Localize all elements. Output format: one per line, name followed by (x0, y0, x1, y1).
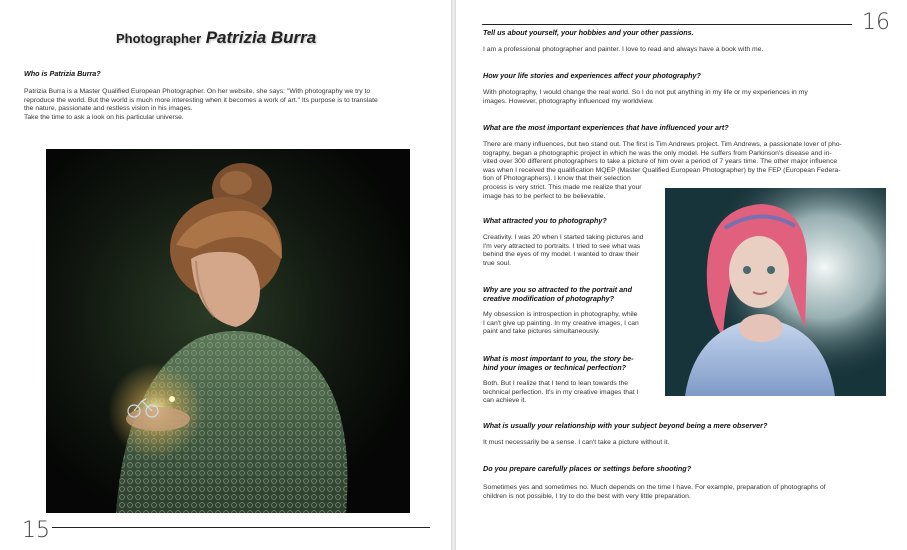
question-preparation: Do you prepare carefully places or settings before shooting? (483, 464, 692, 473)
question-relationship: What is usually your relationship with your subject beyond being a mere observer? (483, 421, 768, 430)
question-influences: What are the most important experiences that have influenced your art? (483, 123, 729, 132)
answer-line: Both. But I realize that I tend to lean towards the (483, 380, 629, 387)
question-line: What is most important to you, the story be- (483, 354, 634, 363)
answer-line: tography, began a photographic project in which he was the only model. He suffers from Parkinson's disease and in- (483, 149, 832, 157)
answer-line: Creativity. I was 20 when I started taking pictures and (483, 234, 644, 241)
answer-line: behind the eyes of my model. I wanted to draw their (483, 251, 639, 259)
title-prefix: Photographer (116, 31, 202, 46)
page-number-left: 15 (22, 518, 50, 543)
answer-line: process is very strict. This made me realize that your (483, 183, 642, 191)
answer-line: There are many influences, but two stand out. The first is Tim Andrews project. Tim Andrews, a passionate lover of pho- (483, 141, 842, 148)
right-page (456, 0, 907, 550)
footer-rule-left (52, 527, 430, 528)
answer-line: With photography, I would change the real world. So I do not put anything in my life or my experiences in my (483, 89, 808, 96)
answer-attracted (483, 234, 643, 268)
who-heading: Who is Patrizia Burra? (24, 69, 101, 78)
who-line: Patrizia Burra is a Master Qualified European Photographer. On her website, she says: "With photography we try to (24, 88, 371, 95)
who-paragraph (24, 88, 444, 122)
answer-line: I am a professional photographer and painter. I love to read and always have a book with me. (483, 46, 764, 53)
portrait-illustration-2 (665, 188, 886, 396)
question-hobbies: Tell us about yourself, your hobbies and your other passions. (483, 28, 694, 37)
answer-relationship (483, 439, 669, 448)
answer-line: children is not possible, I try to do the best with very little preparation. (483, 492, 691, 500)
answer-line: I can't give up painting. In my creative images, I can (483, 319, 639, 327)
answer-line: vited over 300 different photographers to take a picture of him over a period of 7 years time. The other major influence (483, 158, 838, 166)
page-title (116, 28, 316, 48)
answer-preparation (483, 484, 826, 501)
question-line: hind your images or technical perfection? (483, 363, 626, 372)
answer-line: images. However, photography influenced my worldview. (483, 97, 654, 105)
who-line: reproduce the world. But the world is much more interesting when it becomes a work of art." Its purpose is to translate (24, 96, 378, 104)
left-page (0, 0, 451, 550)
header-rule-right (482, 24, 852, 25)
question-story-vs-technique (483, 354, 634, 372)
who-line: the nature, passionate and restless vision in his images. (24, 105, 193, 113)
portrait-photo-pink-haired-girl (665, 188, 886, 396)
answer-line: was when I received the qualification MQEP (Master Qualified European Photographer) by the FEP (European Federa- (483, 166, 841, 174)
title-name: Patrizia Burra (205, 28, 317, 47)
answer-line: technical perfection. It's in my creative images that I (483, 388, 639, 396)
answer-line: I'm very attracted to portraits. I tried to see what was (483, 242, 641, 250)
answer-hobbies (483, 46, 763, 55)
answer-line: true soul. (483, 259, 511, 267)
question-portrait (483, 285, 632, 303)
portrait-illustration (46, 149, 410, 513)
answer-line: My obsession is introspection in photography, while (483, 311, 638, 318)
answer-line: It must necessarily be a sense. I can't take a picture without it. (483, 439, 670, 446)
answer-story-vs-technique (483, 380, 638, 406)
answer-life-stories (483, 89, 808, 106)
answer-line: Sometimes yes and sometimes no. Much depends on the time I have. For example, preparation of photographs of (483, 484, 826, 491)
page-number-right: 16 (862, 10, 890, 35)
answer-line: image has to be perfect to be believable. (483, 192, 606, 200)
who-line: Take the time to ask a look on his particular universe. (24, 113, 184, 121)
answer-line: tion of Photographers). I know that their selection (483, 175, 631, 183)
answer-line: can achieve it. (483, 397, 527, 405)
answer-line: paint and take pictures simultaneously. (483, 328, 600, 336)
question-line: Why are you so attracted to the portrait and (483, 285, 632, 294)
question-attracted: What attracted you to photography? (483, 216, 607, 225)
portrait-photo-girl-with-lights (46, 149, 410, 513)
answer-portrait (483, 311, 639, 337)
question-line: creative modification of photography? (483, 294, 614, 303)
question-life-stories: How your life stories and experiences affect your photography? (483, 71, 701, 80)
